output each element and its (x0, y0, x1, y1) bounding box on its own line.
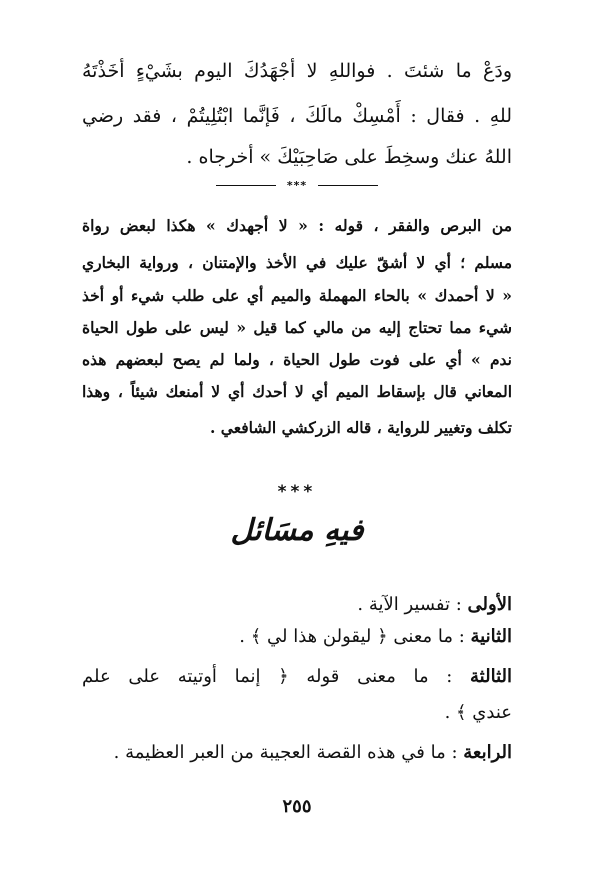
question-label: الأولى (467, 594, 512, 615)
question-text: : ما معنى قوله ﴿ إنما أوتيته على علم (82, 666, 471, 687)
footnote-line-7: تكلف وتغيير للرواية ، قاله الزركشي الشافعي . (210, 418, 512, 437)
footnote-line-1: من البرص والفقر ، قوله : « لا أجهدك » هكذا لبعض رواة (82, 216, 512, 235)
separator-rule-left (216, 185, 276, 186)
question-1 (82, 596, 512, 614)
footnote-separator (216, 176, 378, 194)
question-text: عندي ﴾ . (444, 702, 512, 723)
page-number: ٢٥٥ (282, 796, 312, 817)
question-3-continued (82, 704, 512, 722)
footnote-line-4: شيء مما تحتاج إليه من مالي كما قيل « ليس على طول الحياة (82, 318, 512, 337)
section-break-stars: *** (277, 482, 317, 502)
question-4 (82, 744, 512, 762)
body-line-1: ودَعْ ما شئتَ . فواللهِ لا أجْهَدُكَ اليوم بشَيْءٍ أخَذْتَهُ (82, 60, 512, 82)
question-text: : ما في هذه القصة العجيبة من العبر العظيمة . (113, 742, 464, 763)
question-text: : ما معنى ﴿ ليقولن هذا لي ﴾ . (239, 626, 471, 647)
question-label: الرابعة (463, 742, 512, 763)
question-text: : تفسير الآية . (357, 594, 468, 615)
question-3 (82, 668, 512, 686)
body-line-2: للهِ . فقال : أَمْسِكْ مالَكَ ، فَإنَّما ابْتُلِيتُمْ ، فقد رضي (82, 105, 512, 127)
question-2 (82, 628, 512, 646)
footnote-line-2: مسلم ؛ أي لا أشقّ عليك في الأخذ والإمتنان ، ورواية البخاري (82, 253, 512, 272)
body-line-3: اللهُ عنك وسخِطَ على صَاحِبَيْكَ » أخرجاه . (186, 146, 512, 168)
separator-stars: *** (286, 178, 308, 192)
separator-rule-right (318, 185, 378, 186)
section-heading: فيهِ مسَائل (230, 513, 364, 548)
question-label: الثانية (470, 626, 512, 647)
footnote-line-6: المعاني قال بإسقاط الميم أي لا أحدك أي لا أمنعك شيئاً ، وهذا (82, 382, 512, 401)
footnote-line-3: « لا أحمدك » بالحاء المهملة والميم أي على طلب شيء أو أخذ (82, 286, 512, 305)
question-label: الثالثة (470, 666, 512, 687)
footnote-line-5: ندم » أي على فوت طول الحياة ، ولما لم يصح لبعضهم هذه (82, 350, 512, 369)
